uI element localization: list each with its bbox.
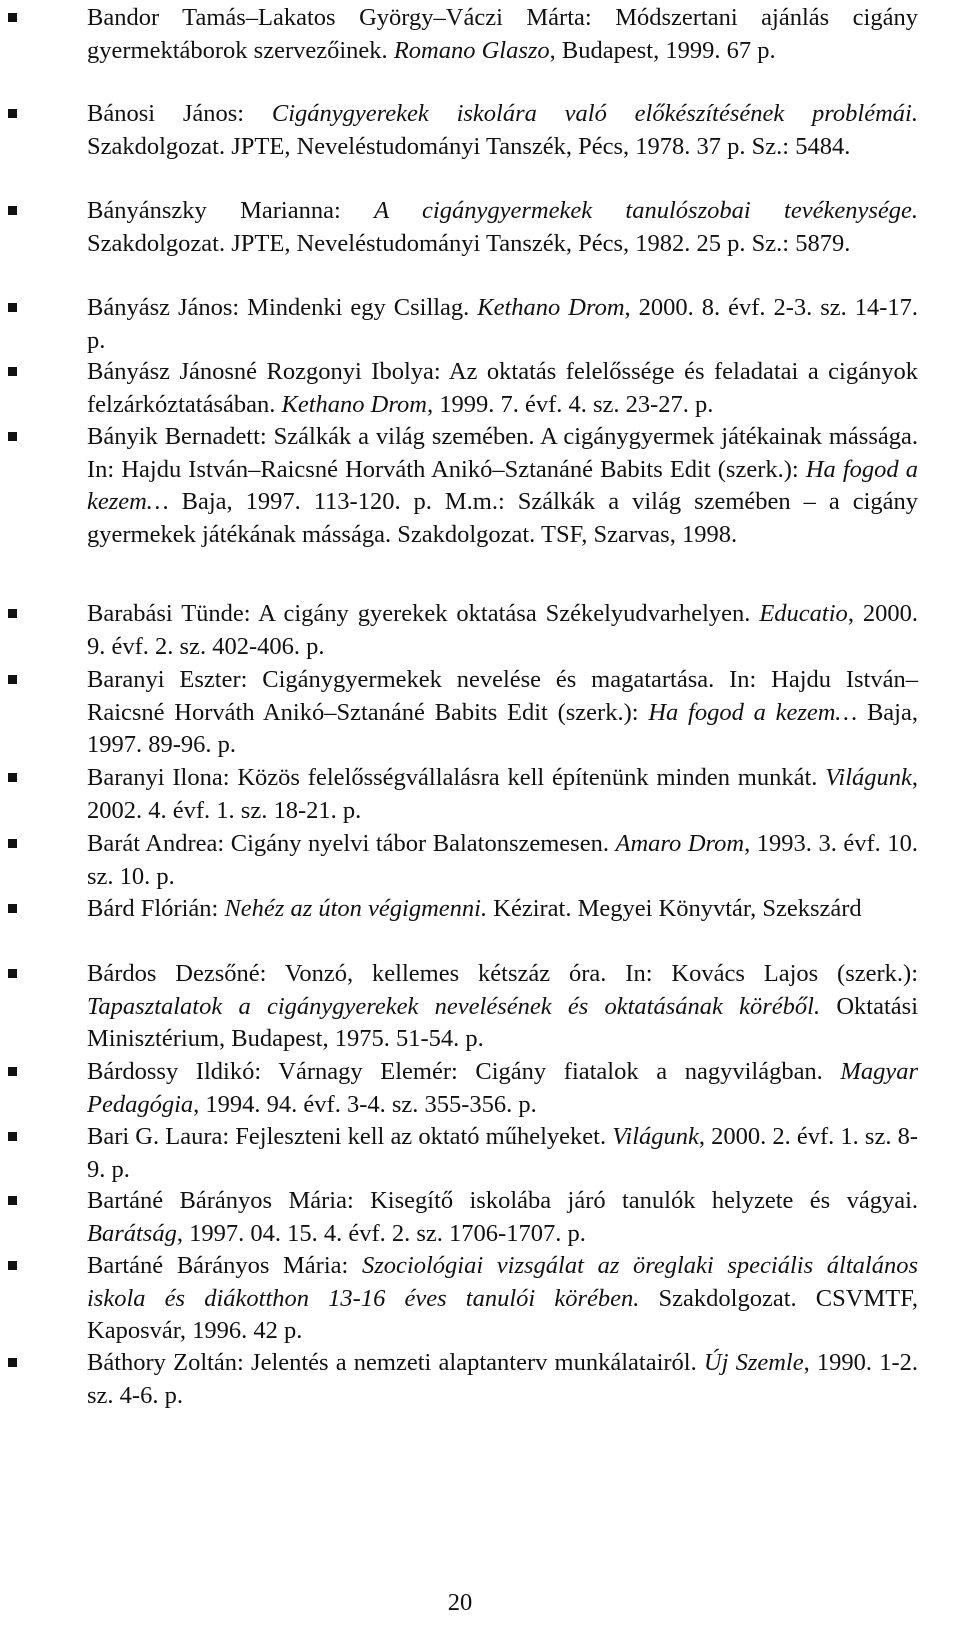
square-bullet-icon [8,773,17,782]
bibliography-entry: Bárdossy Ildikó: Várnagy Elemér: Cigány fiatalok a nagyvilágban. Magyar Pedagógia, 1994. 94. évf. 3-4. sz. 355-356. p. [87,1056,918,1121]
square-bullet-icon [8,13,17,22]
square-bullet-icon [8,969,17,978]
square-bullet-icon [8,303,17,312]
bibliography-entry: Bárd Flórián: Nehéz az úton végigmenni. Kézirat. Megyei Könyvtár, Szekszárd [87,893,918,926]
square-bullet-icon [8,367,17,376]
bibliography-entry: Bányánszky Marianna: A cigánygyermekek tanulószobai tevékenysége. Szakdolgozat. JPTE, Neveléstudományi Tanszék, Pécs, 1982. 25 p. Sz.: 5879. [87,195,918,260]
page-number: 20 [447,1589,473,1616]
bibliography-entry: Báthory Zoltán: Jelentés a nemzeti alaptanterv munkálatairól. Új Szemle, 1990. 1-2. sz. 4-6. p. [87,1347,918,1412]
bibliography-entry: Bányász Jánosné Rozgonyi Ibolya: Az oktatás felelőssége és feladatai a cigányok felzárkóztatásában. Kethano Drom, 1999. 7. évf. 4. sz. 23-27. p. [87,356,918,421]
bibliography-entry: Bányász János: Mindenki egy Csillag. Kethano Drom, 2000. 8. évf. 2-3. sz. 14-17. p. [87,292,918,357]
bibliography-entry: Baranyi Eszter: Cigánygyermekek nevelése és magatartása. In: Hajdu István–Raicsné Horváth Anikó–Sztanáné Babits Edit (szerk.): Ha fogod a kezem… Baja, 1997. 89-96. p. [87,664,918,762]
bibliography-entry: Bartáné Bárányos Mária: Kisegítő iskolába járó tanulók helyzete és vágyai. Barátság, 1997. 04. 15. 4. évf. 2. sz. 1706-1707. p. [87,1185,918,1250]
bibliography-entry: Bari G. Laura: Fejleszteni kell az oktató műhelyeket. Világunk, 2000. 2. évf. 1. sz. 8-9. p. [87,1121,918,1186]
bibliography-entry: Bányik Bernadett: Szálkák a világ szemében. A cigánygyermek játékainak mássága. In: Hajdu István–Raicsné Horváth Anikó–Sztanáné Babits Edit (szerk.): Ha fogod a kezem… Baja, 1997. 113-120. p. M.m.: Szálkák a világ szemében – a cigány gyermekek játékának mássága. Szakdolgozat. TSF, Szarvas, 1998. [87,421,918,551]
bibliography-entry: Bandor Tamás–Lakatos György–Váczi Márta: Módszertani ajánlás cigány gyermektáborok szervezőinek. Romano Glaszo, Budapest, 1999. 67 p. [87,2,918,67]
square-bullet-icon [8,1261,17,1270]
square-bullet-icon [8,1132,17,1141]
square-bullet-icon [8,609,17,618]
bibliography-entry: Baranyi Ilona: Közös felelősségvállalásra kell építenünk minden munkát. Világunk, 2002. 4. évf. 1. sz. 18-21. p. [87,762,918,827]
square-bullet-icon [8,1196,17,1205]
square-bullet-icon [8,904,17,913]
square-bullet-icon [8,839,17,848]
bibliography-entry: Barát Andrea: Cigány nyelvi tábor Balatonszemesen. Amaro Drom, 1993. 3. évf. 10. sz. 10. p. [87,828,918,893]
square-bullet-icon [8,206,17,215]
square-bullet-icon [8,1358,17,1367]
square-bullet-icon [8,675,17,684]
square-bullet-icon [8,1067,17,1076]
bibliography-entry: Bárdos Dezsőné: Vonzó, kellemes kétszáz óra. In: Kovács Lajos (szerk.): Tapasztalatok a cigánygyerekek nevelésének és oktatásának köréből. Oktatási Minisztérium, Budapest, 1975. 51-54. p. [87,958,918,1056]
square-bullet-icon [8,432,17,441]
bibliography-entry: Bánosi János: Cigánygyerekek iskolára való előkészítésének problémái. Szakdolgozat. JPTE, Neveléstudományi Tanszék, Pécs, 1978. 37 p. Sz.: 5484. [87,98,918,163]
square-bullet-icon [8,109,17,118]
bibliography-entry: Barabási Tünde: A cigány gyerekek oktatása Székelyudvarhelyen. Educatio, 2000. 9. évf. 2. sz. 402-406. p. [87,598,918,663]
bibliography-entry: Bartáné Bárányos Mária: Szociológiai vizsgálat az öreglaki speciális általános iskola és diákotthon 13-16 éves tanulói körében. Szakdolgozat. CSVMTF, Kaposvár, 1996. 42 p. [87,1250,918,1348]
